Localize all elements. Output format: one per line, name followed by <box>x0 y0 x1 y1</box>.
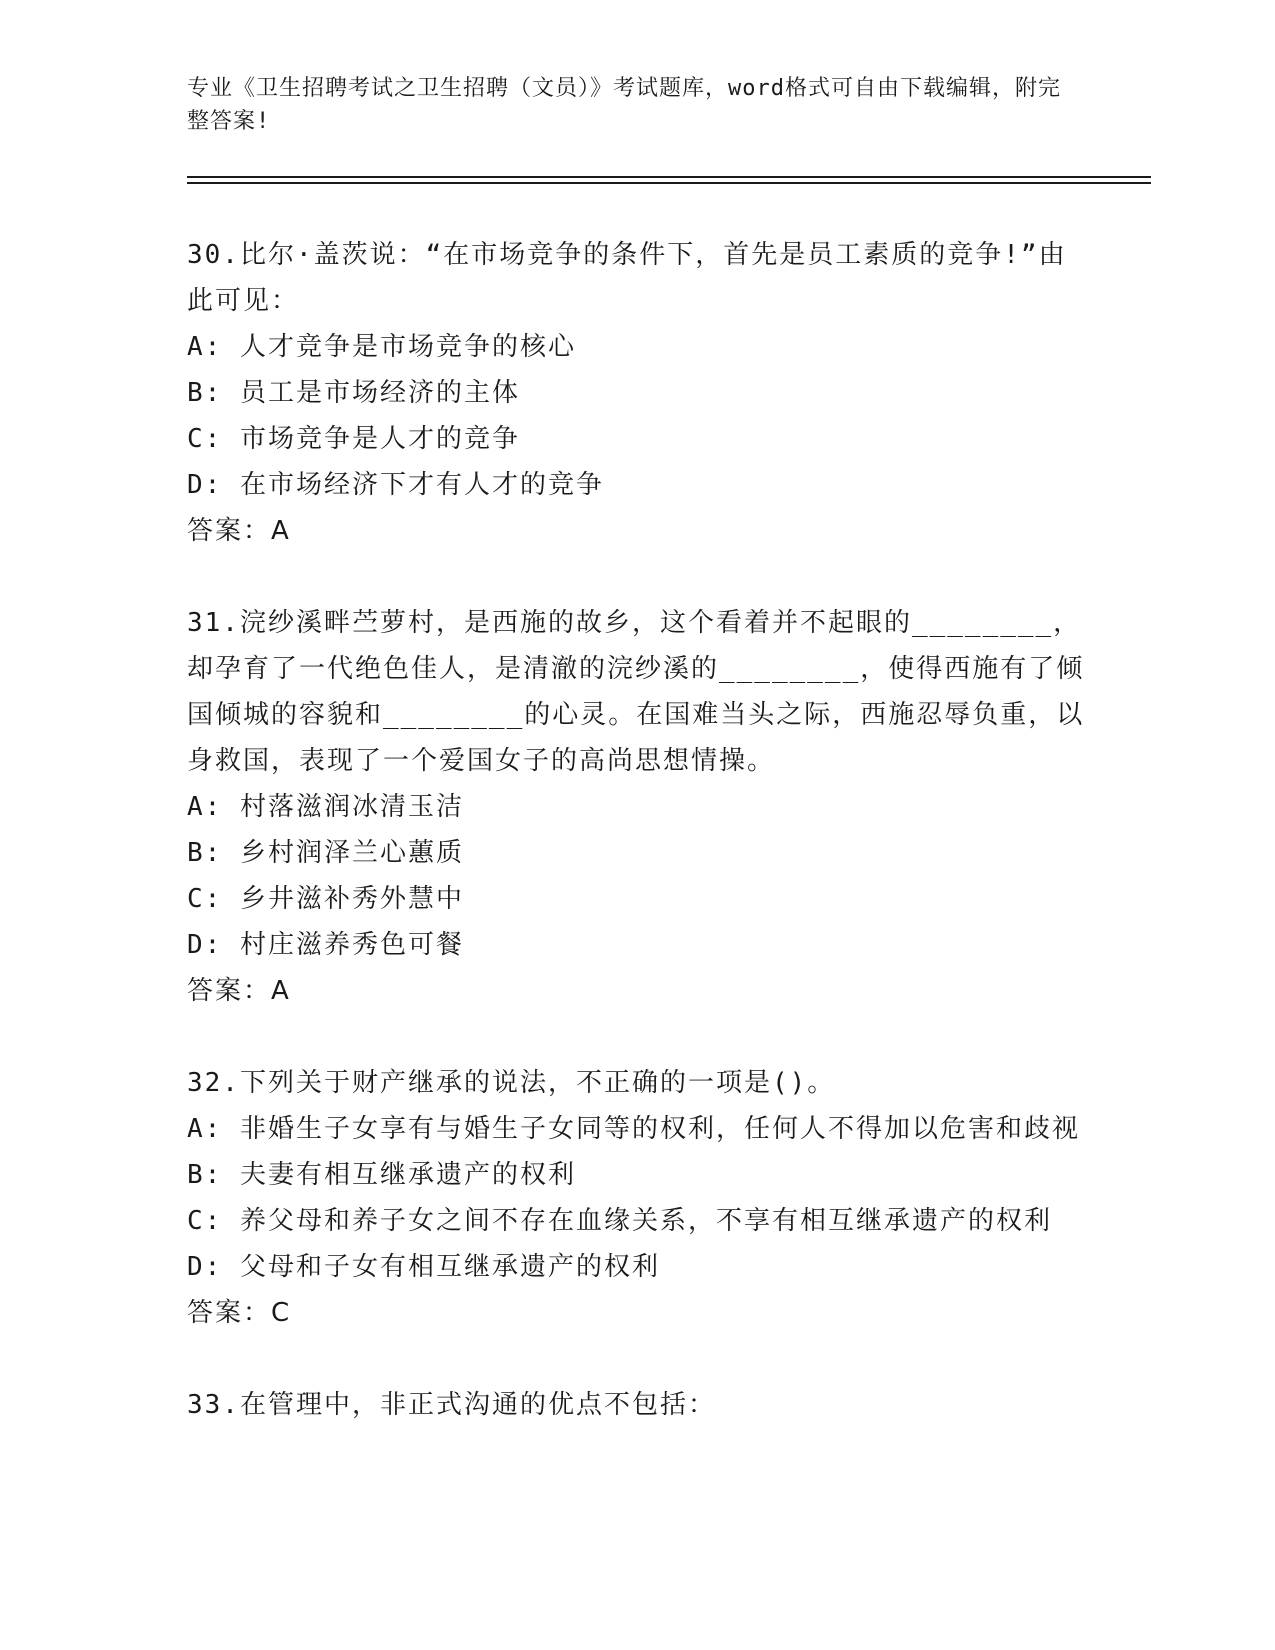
option-c: C: 乡井滋补秀外慧中 <box>187 884 464 914</box>
option-c: C: 养父母和养子女之间不存在血缘关系，不享有相互继承遗产的权利 <box>187 1206 1052 1236</box>
option-a: A: 村落滋润冰清玉洁 <box>187 792 464 822</box>
option-d: D: 村庄滋养秀色可餐 <box>187 930 464 960</box>
option-b: B: 夫妻有相互继承遗产的权利 <box>187 1160 576 1190</box>
question-stem: 31.浣纱溪畔苎萝村，是西施的故乡，这个看着并不起眼的________，却孕育了一代绝色佳人，是清澈的浣纱溪的________，使得西施有了倾国倾城的容貌和________的心灵。在国难当头之际，西施忍辱负重，以身救国，表现了一个爱国女子的高尚思想情操。 <box>187 608 1085 776</box>
header-divider-bottom <box>187 182 1151 184</box>
option-a: A: 人才竞争是市场竞争的核心 <box>187 332 576 362</box>
option-d: D: 父母和子女有相互继承遗产的权利 <box>187 1252 660 1282</box>
question-31 <box>187 600 1087 1014</box>
answer-label: 答案：A <box>187 976 291 1006</box>
question-stem: 32.下列关于财产继承的说法，不正确的一项是()。 <box>187 1068 836 1098</box>
question-stem: 30.比尔·盖茨说：“在市场竞争的条件下，首先是员工素质的竞争!”由此可见： <box>187 240 1067 316</box>
option-d: D: 在市场经济下才有人才的竞争 <box>187 470 604 500</box>
option-b: B: 乡村润泽兰心蕙质 <box>187 838 464 868</box>
question-30 <box>187 232 1087 554</box>
answer-label: 答案：C <box>187 1298 292 1328</box>
question-32 <box>187 1060 1087 1336</box>
header-intro: 专业《卫生招聘考试之卫生招聘（文员）》考试题库，word格式可自由下载编辑，附完整答案! <box>187 76 1061 134</box>
question-33 <box>187 1382 1087 1428</box>
answer-label: 答案：A <box>187 516 291 546</box>
option-c: C: 市场竞争是人才的竞争 <box>187 424 520 454</box>
option-b: B: 员工是市场经济的主体 <box>187 378 520 408</box>
question-stem: 33.在管理中，非正式沟通的优点不包括： <box>187 1390 716 1420</box>
option-a: A: 非婚生子女享有与婚生子女同等的权利，任何人不得加以危害和歧视 <box>187 1114 1080 1144</box>
question-list <box>187 232 1087 1474</box>
header-divider-top <box>187 176 1151 178</box>
